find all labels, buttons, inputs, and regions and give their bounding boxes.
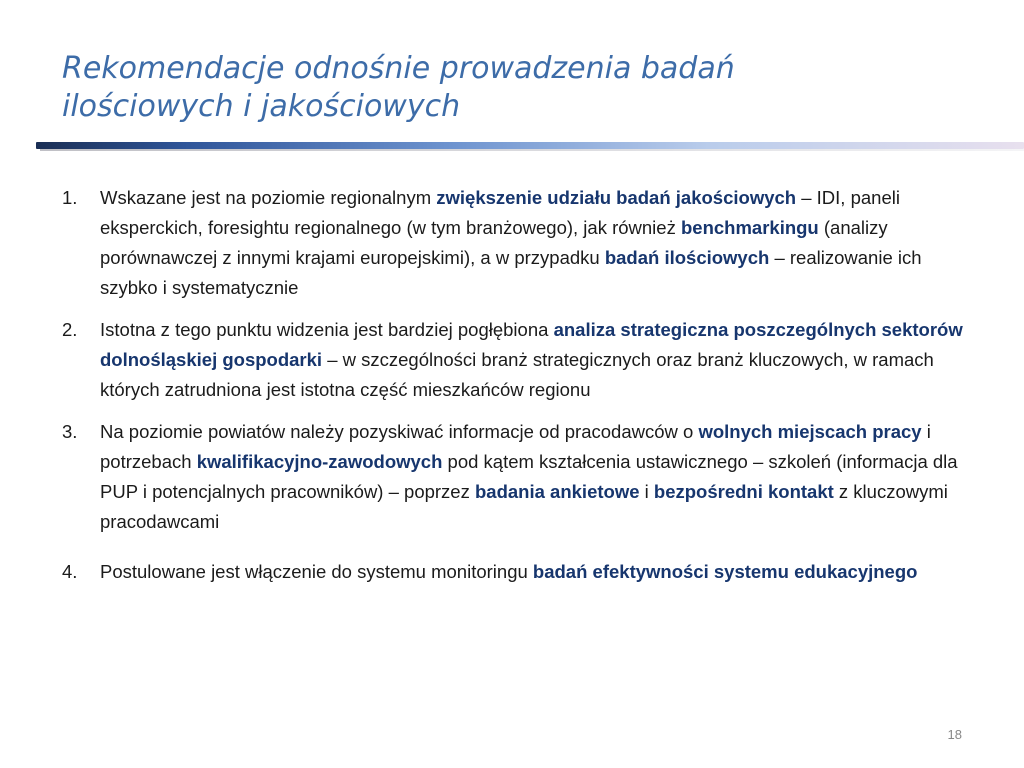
item-text: i potrzebach — [100, 421, 931, 472]
item-number: 2. — [62, 319, 78, 340]
item-highlight: badania ankietowe — [475, 481, 640, 502]
item-text: pod kątem kształcenia ustawicznego – szkoleń (informacja dla PUP i potencjalnych pracowników) – poprzez — [100, 451, 958, 502]
recommendation-list — [62, 183, 972, 599]
item-text: (analizy porównawczej z innymi krajami europejskimi), a w przypadku — [100, 217, 888, 268]
item-highlight: benchmarkingu — [680, 217, 819, 238]
item-text: Postulowane jest włączenie do systemu monitoringu — [100, 561, 533, 582]
item-text: Istotna z tego punktu widzenia jest bardziej pogłębiona — [100, 319, 554, 340]
item-highlight: badań efektywności systemu edukacyjnego — [532, 561, 918, 582]
item-highlight: kwalifikacyjno-zawodowych — [196, 451, 443, 472]
item-text: Na poziomie powiatów należy pozyskiwać informacje od pracodawców o — [100, 421, 699, 442]
recommendation-item-1 — [62, 183, 972, 303]
item-number: 3. — [62, 421, 78, 442]
recommendation-item-3 — [62, 417, 972, 537]
title-divider-shadow — [40, 149, 1024, 151]
item-text: Wskazane jest na poziomie regionalnym — [100, 187, 437, 208]
item-text: – realizowanie ich szybko i systematycznie — [100, 247, 922, 298]
item-highlight: badań ilościowych — [604, 247, 770, 268]
item-text: i — [639, 481, 654, 502]
item-highlight: zwiększenie udziału badań jakościowych — [436, 187, 797, 208]
slide-title — [62, 50, 962, 126]
recommendation-item-4 — [62, 557, 972, 587]
title-line-2: ilościowych i jakościowych — [62, 89, 461, 124]
item-text: – IDI, paneli eksperckich, foresightu regionalnego (w tym branżowego), jak również — [100, 187, 900, 238]
item-highlight: wolnych miejscach pracy — [698, 421, 922, 442]
item-highlight: bezpośredni kontakt — [653, 481, 834, 502]
title-line-1: Rekomendacje odnośnie prowadzenia badań — [62, 51, 735, 86]
item-highlight: analiza strategiczna poszczególnych sektorów dolnośląskiej gospodarki — [100, 319, 963, 370]
title-divider — [36, 142, 1024, 149]
page-number: 18 — [947, 727, 962, 742]
item-number: 4. — [62, 561, 78, 582]
recommendation-item-2 — [62, 315, 972, 405]
item-text: z kluczowymi pracodawcami — [100, 481, 948, 532]
item-text: – w szczególności branż strategicznych oraz branż kluczowych, w ramach których zatrudniona jest istotna część mieszkańców regionu — [100, 349, 934, 400]
item-number: 1. — [62, 187, 78, 208]
